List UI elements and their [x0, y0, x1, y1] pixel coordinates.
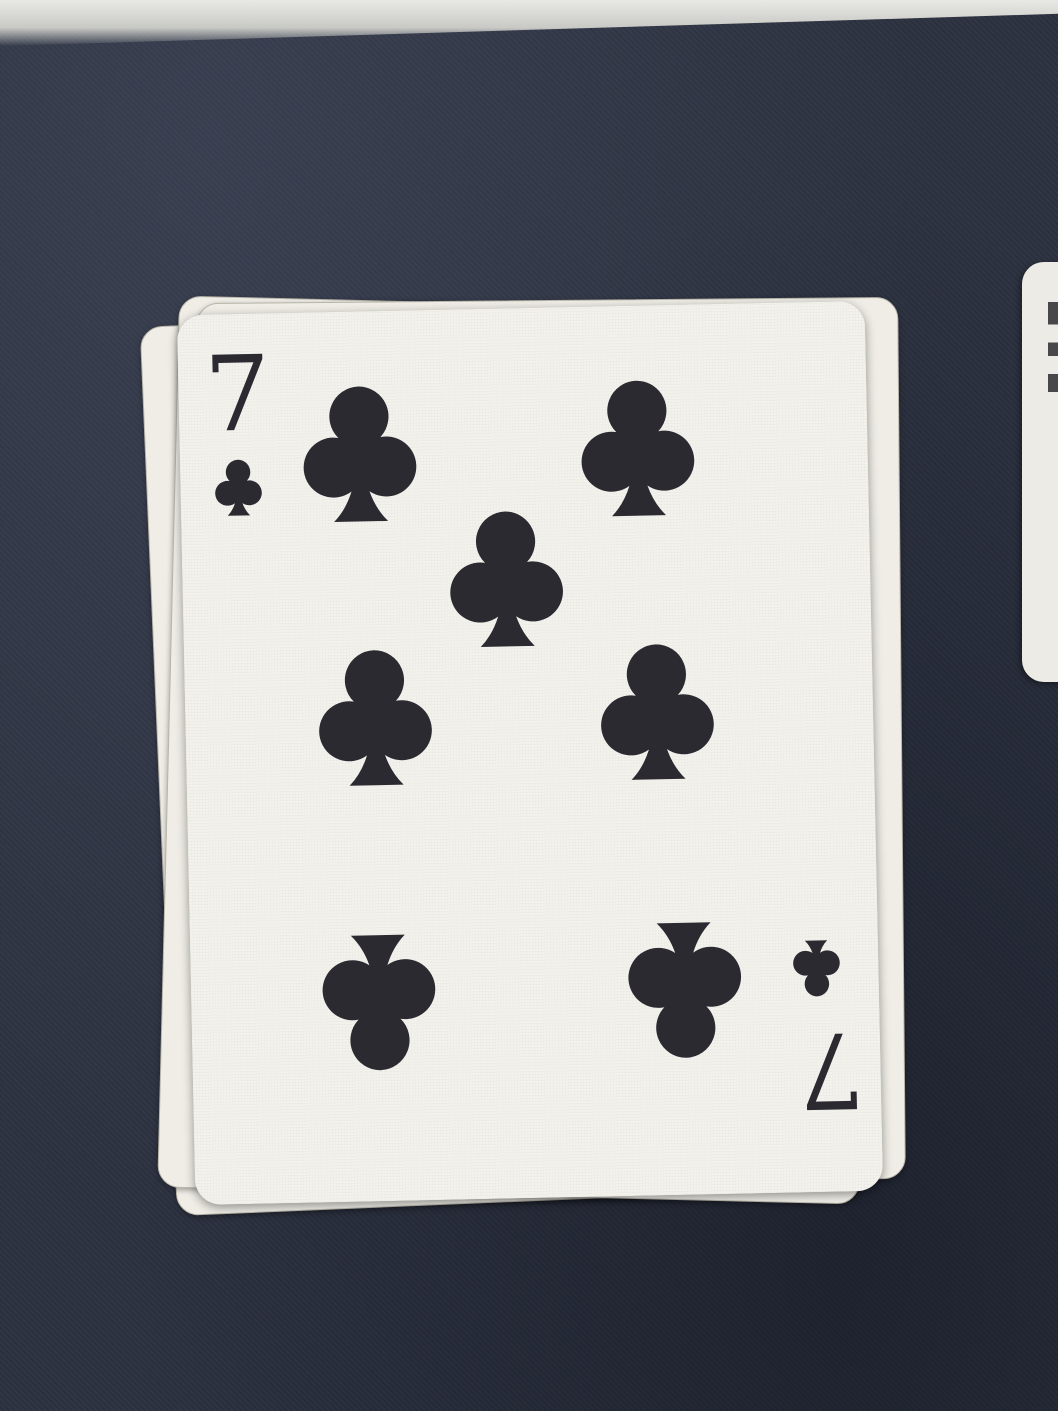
club-icon	[782, 937, 851, 1000]
adjacent-card-partial	[1022, 262, 1058, 682]
club-icon	[425, 501, 588, 654]
adjacent-card-index	[1048, 302, 1058, 392]
card-rank-top: 7	[203, 332, 272, 456]
background-top-surface	[0, 0, 1058, 46]
card-rank-bottom: 7	[797, 1008, 867, 1132]
playing-card-seven-of-clubs	[177, 301, 883, 1205]
club-icon	[603, 915, 766, 1068]
club-icon	[576, 634, 739, 787]
club-icon	[294, 640, 457, 793]
club-icon	[298, 928, 461, 1081]
club-icon	[278, 376, 441, 529]
club-icon	[204, 455, 273, 518]
